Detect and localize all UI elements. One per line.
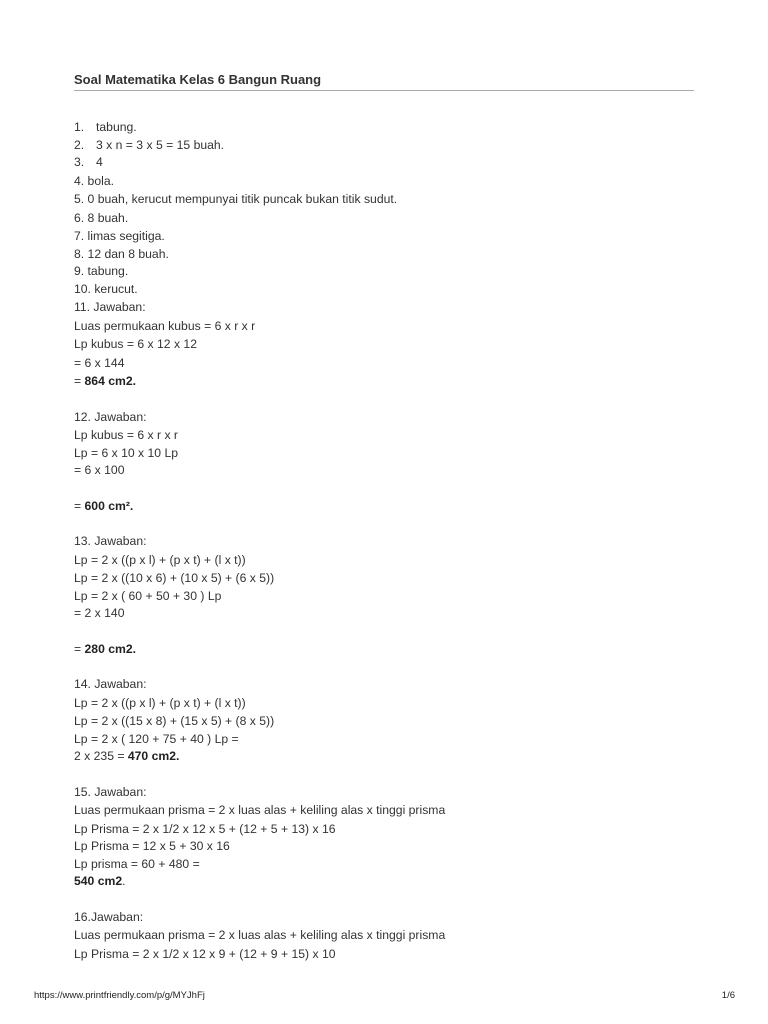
document-body — [74, 119, 714, 963]
answer-6: 6. 8 buah. — [74, 210, 129, 225]
q15-result — [74, 873, 714, 891]
result-value: 470 cm2. — [127, 749, 180, 763]
page-footer — [34, 990, 735, 1001]
q11-heading: 11. Jawaban: — [74, 300, 146, 314]
result-value: 540 cm2 — [74, 874, 123, 888]
q12-line: Lp kubus = 6 x r x r — [74, 428, 178, 442]
page-number: 1/6 — [721, 990, 735, 1001]
q15-heading: 15. Jawaban: — [74, 784, 147, 799]
q14-result — [74, 748, 714, 766]
page-header — [74, 72, 694, 91]
q13-result — [74, 641, 714, 659]
answer-number: 2. — [74, 137, 85, 152]
q11-result — [74, 372, 714, 391]
answer-text: 4 — [96, 155, 103, 169]
answer-text: 3 x n = 3 x 5 = 15 buah. — [96, 137, 225, 152]
result-prefix: = — [74, 374, 85, 388]
answer-9: 9. tabung. — [74, 264, 129, 278]
answer-4: 4. bola. — [74, 173, 114, 188]
answer-text: tabung. — [96, 120, 137, 134]
q11-line: = 6 x 144 — [74, 355, 125, 370]
q14-line: Lp = 2 x ((15 x 8) + (15 x 5) + (8 x 5)) — [74, 714, 275, 728]
q11-line: Luas permukaan kubus = 6 x r x r — [74, 318, 256, 333]
q16-line: Luas permukaan prisma = 2 x luas alas + keliling alas x tinggi prisma — [74, 928, 446, 942]
answer-10: 10. kerucut. — [74, 281, 138, 296]
answer-1 — [74, 119, 714, 137]
q11-line: Lp kubus = 6 x 12 x 12 — [74, 337, 197, 351]
q13-line: Lp = 2 x ((10 x 6) + (10 x 5) + (6 x 5)) — [74, 571, 275, 585]
q13-line: Lp = 2 x ( 60 + 50 + 30 ) Lp — [74, 588, 222, 603]
q13-heading: 13. Jawaban: — [74, 534, 147, 548]
answer-3 — [74, 154, 714, 172]
q16-line: Lp Prisma = 2 x 1/2 x 12 x 9 + (12 + 9 + 15) x 10 — [74, 946, 336, 961]
answer-2 — [74, 137, 714, 155]
q14-line: Lp = 2 x ( 120 + 75 + 40 ) Lp = — [74, 731, 239, 746]
result-value: 280 cm2. — [84, 641, 137, 656]
q15-line: Lp Prisma = 2 x 1/2 x 12 x 5 + (12 + 5 + 13) x 16 — [74, 821, 336, 836]
q13-line: = 2 x 140 — [74, 606, 125, 620]
result-suffix: . — [122, 874, 126, 888]
result-prefix: 2 x 235 = — [74, 749, 128, 763]
footer-url: https://www.printfriendly.com/p/g/MYJhFj — [34, 990, 205, 1001]
answer-number: 1. — [74, 120, 85, 134]
answer-7: 7. limas segitiga. — [74, 229, 165, 243]
result-prefix: = — [74, 641, 85, 656]
q12-line: Lp = 6 x 10 x 10 Lp — [74, 445, 179, 460]
answer-8: 8. 12 dan 8 buah. — [74, 246, 169, 261]
answer-number: 3. — [74, 155, 85, 169]
q12-result — [74, 498, 714, 516]
page-title: Soal Matematika Kelas 6 Bangun Ruang — [74, 72, 322, 87]
q14-heading: 14. Jawaban: — [74, 677, 147, 691]
q13-line: Lp = 2 x ((p x l) + (p x t) + (l x t)) — [74, 552, 246, 567]
q15-line: Lp prisma = 60 + 480 = — [74, 856, 200, 871]
q16-heading: 16.Jawaban: — [74, 909, 144, 924]
q12-heading: 12. Jawaban: — [74, 409, 147, 424]
result-value: 864 cm2. — [84, 374, 137, 388]
answer-5: 5. 0 buah, kerucut mempunyai titik puncak bukan titik sudut. — [74, 192, 398, 206]
q15-line: Luas permukaan prisma = 2 x luas alas + keliling alas x tinggi prisma — [74, 803, 446, 817]
result-prefix: = — [74, 498, 85, 513]
q15-line: Lp Prisma = 12 x 5 + 30 x 16 — [74, 839, 230, 853]
q14-line: Lp = 2 x ((p x l) + (p x t) + (l x t)) — [74, 695, 246, 710]
result-value: 600 cm². — [84, 498, 134, 513]
q12-line: = 6 x 100 — [74, 463, 125, 477]
